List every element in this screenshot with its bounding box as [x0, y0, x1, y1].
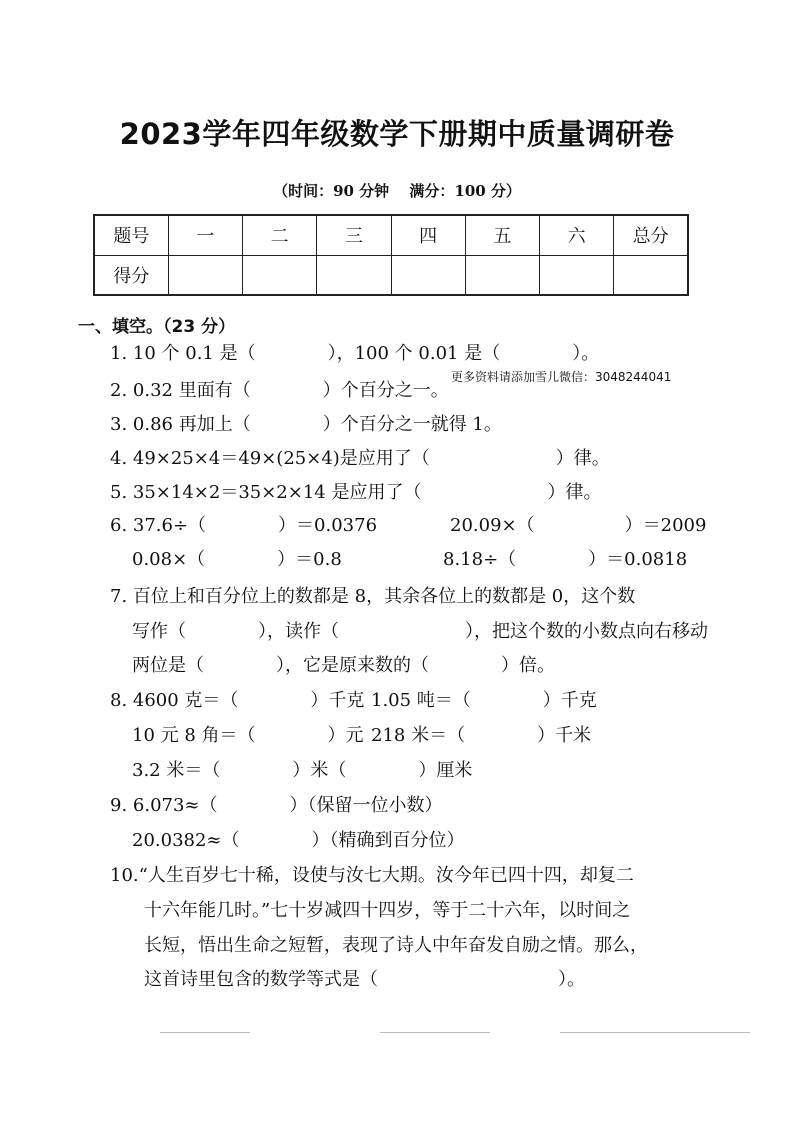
score-cell[interactable] [317, 255, 391, 295]
score-cell[interactable] [614, 255, 688, 295]
header-cell: 总分 [614, 215, 688, 255]
question-10-line3: 长短，悟出生命之短暂，表现了诗人中年奋发自励之情。那么， [144, 935, 648, 956]
question-3: 3. 0.86 再加上（ ）个百分之一就得 1。 [110, 414, 502, 435]
header-cell: 六 [540, 215, 614, 255]
question-9a: 9. 6.073≈（ ）（保留一位小数） [110, 795, 443, 816]
score-table [93, 214, 689, 296]
row-label: 得分 [94, 255, 168, 295]
section-heading: 一、填空。（23 分） [78, 317, 236, 337]
question-1: 1. 10 个 0.1 是（ ），100 个 0.01 是（ ）。 [110, 343, 600, 364]
question-6b: 20.09×（ ）＝2009 [450, 515, 707, 536]
question-8c: 10 元 8 角＝（ ）元 [132, 725, 364, 746]
scan-artifact [160, 1032, 250, 1033]
header-cell: 五 [465, 215, 539, 255]
question-8e: 3.2 米＝（ ）米（ ）厘米 [132, 760, 473, 781]
question-4: 4. 49×25×4＝49×(25×4)是应用了（ ）律。 [110, 448, 610, 469]
question-9b: 20.0382≈（ ）（精确到百分位） [132, 830, 465, 851]
watermark: 更多资料请添加雪儿微信：3048244041 [451, 370, 672, 384]
question-8b: 1.05 吨＝（ ）千克 [371, 690, 597, 711]
score-cell[interactable] [243, 255, 317, 295]
score-table-score-row [94, 255, 688, 295]
score-cell[interactable] [540, 255, 614, 295]
question-6a: 6. 37.6÷（ ）＝0.0376 [110, 515, 378, 536]
question-10-line4: 这首诗里包含的数学等式是（ ）。 [144, 969, 585, 990]
score-cell[interactable] [168, 255, 242, 295]
header-cell: 二 [243, 215, 317, 255]
question-6d: 8.18÷（ ）＝0.0818 [443, 549, 688, 570]
header-cell: 题号 [94, 215, 168, 255]
exam-info: （时间：90 分钟 满分：100 分） [273, 182, 521, 200]
score-cell[interactable] [391, 255, 465, 295]
question-7-line2: 写作（ ），读作（ ），把这个数的小数点向右移动 [132, 621, 708, 642]
question-8d: 218 米＝（ ）千米 [371, 725, 592, 746]
question-10-line2: 十六年能几时。”七十岁减四十四岁，等于二十六年，以时间之 [144, 900, 631, 921]
question-2: 2. 0.32 里面有（ ）个百分之一。 [110, 380, 449, 401]
header-cell: 三 [317, 215, 391, 255]
page-title: 2023学年四年级数学下册期中质量调研卷 [119, 117, 675, 151]
header-cell: 四 [391, 215, 465, 255]
scan-artifact [380, 1032, 490, 1033]
question-10-line1: 10.“人生百岁七十稀，设使与汝七大期。汝今年已四十四，却复二 [110, 865, 634, 886]
question-7-line3: 两位是（ ），它是原来数的（ ）倍。 [132, 655, 555, 676]
question-7-line1: 7. 百位上和百分位上的数都是 8，其余各位上的数都是 0，这个数 [110, 586, 636, 607]
question-6c: 0.08×（ ）＝0.8 [132, 549, 342, 570]
question-5: 5. 35×14×2＝35×2×14 是应用了（ ）律。 [110, 482, 602, 503]
header-cell: 一 [168, 215, 242, 255]
score-cell[interactable] [465, 255, 539, 295]
question-8a: 8. 4600 克＝（ ）千克 [110, 690, 365, 711]
score-table-header-row [94, 215, 688, 255]
scan-artifact [560, 1032, 750, 1033]
